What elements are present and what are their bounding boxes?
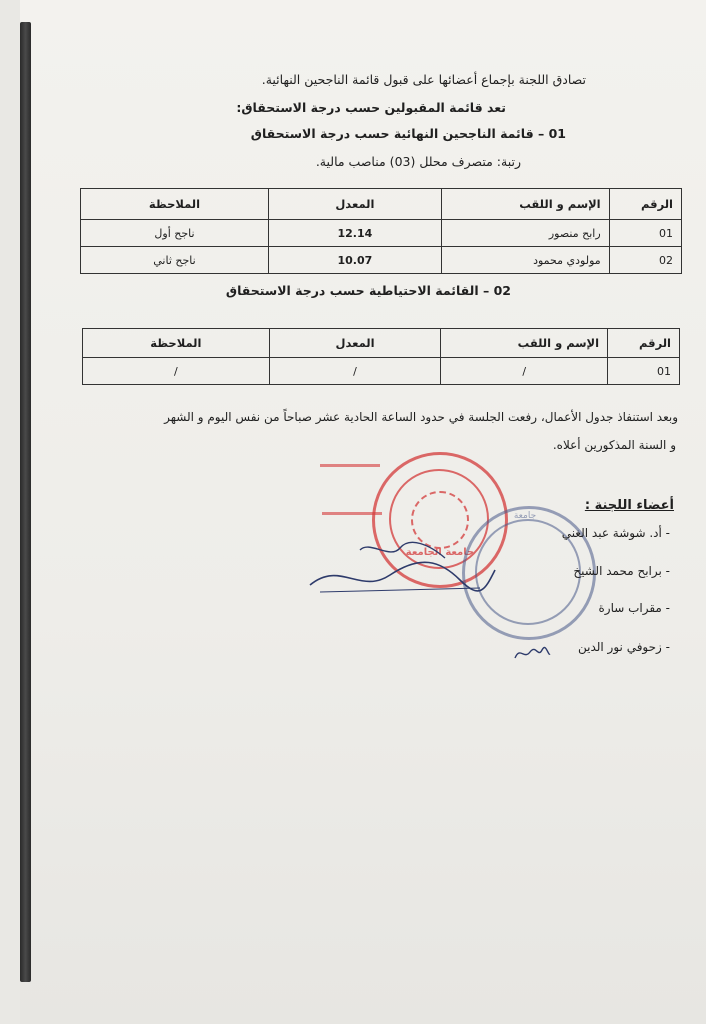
reserve-table xyxy=(82,328,680,385)
cell-note: ناجح أول xyxy=(81,220,269,247)
header-line-1: تصادق اللجنة بإجماع أعضائها على قبول قائمة الناجحين النهائية. xyxy=(261,72,586,87)
cell-avg: 10.07 xyxy=(268,247,441,274)
cell-avg: / xyxy=(269,358,441,385)
cell-avg: 12.14 xyxy=(268,220,441,247)
col-header-name: الإسم و اللقب xyxy=(441,329,608,358)
header-line-2: تعد قائمة المقبولين حسب درجة الاستحقاق: xyxy=(236,100,506,115)
col-header-num: الرقم xyxy=(609,189,681,220)
cell-name: مولودي محمود xyxy=(441,247,609,274)
table-row xyxy=(83,358,680,385)
table-header-row xyxy=(83,329,680,358)
cell-note: / xyxy=(83,358,270,385)
table-row xyxy=(81,247,682,274)
col-header-avg: المعدل xyxy=(269,329,441,358)
table-header-row xyxy=(81,189,682,220)
cell-note: ناجح ثاني xyxy=(81,247,269,274)
committee-member: - برابح محمد الشيخ xyxy=(573,564,670,578)
committee-member: - زحوفي نور الدين xyxy=(577,640,670,654)
small-signature xyxy=(512,644,552,664)
signature-scribble xyxy=(300,530,500,600)
committee-member: - مقراب سارة xyxy=(598,601,670,615)
cell-num: 01 xyxy=(609,220,681,247)
cell-num: 01 xyxy=(608,358,680,385)
col-header-avg: المعدل xyxy=(268,189,441,220)
blue-seal-text: جامعة xyxy=(513,511,537,521)
col-header-note: الملاحظة xyxy=(83,329,270,358)
red-stamp-line xyxy=(322,512,382,515)
cell-num: 02 xyxy=(609,247,681,274)
committee-title: أعضاء اللجنة : xyxy=(584,498,674,513)
cell-name: رابح منصور xyxy=(441,220,609,247)
winners-table xyxy=(80,188,682,274)
rank-line: رتبة: متصرف محلل (03) مناصب مالية. xyxy=(315,154,521,169)
committee-member: - أد. شوشة عبد الغني xyxy=(561,526,670,540)
section-2-title: 02 – القائمة الاحتياطية حسب درجة الاستحقاق xyxy=(225,283,511,298)
cell-name: / xyxy=(441,358,608,385)
closing-line-1: وبعد استنفاذ جدول الأعمال، رفعت الجلسة في حدود الساعة الحادية عشر صباحاً من نفس اليوم و الشهر xyxy=(164,410,678,424)
table-row xyxy=(81,220,682,247)
red-seal-text: جامعة الجامعة xyxy=(405,547,475,558)
section-1-title: 01 – قائمة الناجحين النهائية حسب درجة الاستحقاق xyxy=(250,126,566,141)
binding-strip xyxy=(20,22,31,982)
red-stamp-line xyxy=(320,464,380,467)
closing-line-2: و السنة المذكورين أعلاه. xyxy=(552,438,676,452)
col-header-name: الإسم و اللقب xyxy=(441,189,609,220)
col-header-num: الرقم xyxy=(608,329,680,358)
col-header-note: الملاحظة xyxy=(81,189,269,220)
